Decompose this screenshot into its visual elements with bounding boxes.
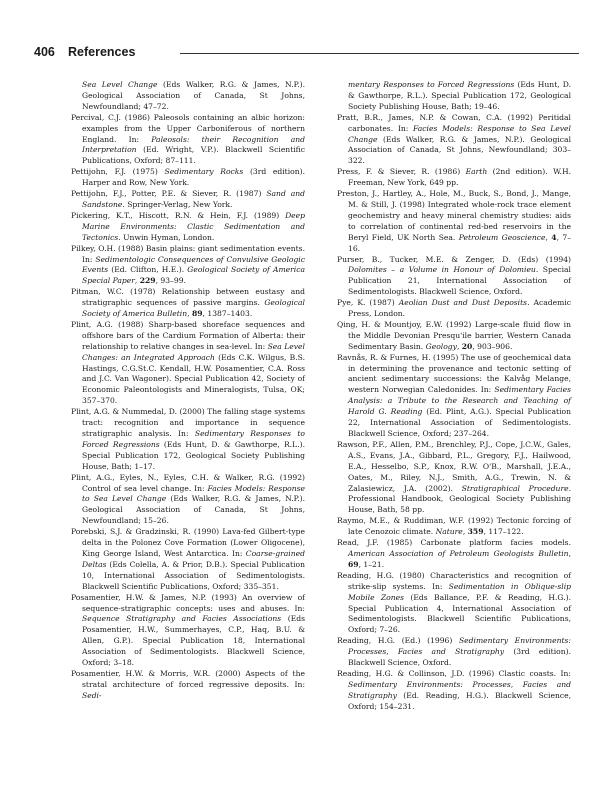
reference-entry: Press, F. & Siever, R. (1986) Earth (2nd edition). W.H. Freeman, New York, 649 pp.: [337, 167, 571, 188]
reference-entry: Pye, K. (1987) Aeolian Dust and Dust Deposits. Academic Press, London.: [337, 298, 571, 319]
reference-entry: Pettijohn, F.J., Potter, P.E. & Siever, R. (1987) Sand and Sandstone. Springer-Verlag, New York.: [71, 189, 305, 209]
reference-entry: Pettijohn, F.J. (1975) Sedimentary Rocks (3rd edition). Harper and Row, New York.: [71, 167, 306, 188]
reference-entry: Qing, H. & Mountjoy, E.W. (1992) Large-scale fluid flow in the Middle Devonian Presqu'ile barrier, Western Canada Sedimentary Basin. Geology, 20, 903–906.: [337, 319, 571, 351]
reference-entry: Raymo, M.E., & Ruddiman, W.F. (1992) Tectonic forcing of late Cenozoic climate. Nature, 359, 117–122.: [337, 516, 571, 537]
reference-entry: Plint, A.G., Eyles, N., Eyles, C.H. & Walker, R.G. (1992) Control of sea level change. In: Facies Models: Response to Sea Level Change (Eds Walker, R.G. & James, N.P.). Geological Association of Canada, St Johns, Newfoundland; 15–26.: [71, 472, 306, 526]
right-column: [337, 80, 571, 713]
reference-entry: Reading, H.G. (1980) Characteristics and recognition of strike-slip systems. In: Sedimentation in Oblique-slip Mobile Zones (Eds Ballance, P.F. & Reading, H.G.). Special Publication 4, International Association of Sedimentologists. Blackwell Scientific Publications, Oxford; 7–26.: [337, 570, 571, 635]
reference-continuation: mentary Responses to Forced Regressions (Eds Hunt, D. & Gawthorpe, R.L.). Special Publication 172, Geological Society Publishing House, Bath; 19–46.: [348, 80, 572, 111]
reference-entry: Purser, B., Tucker, M.E. & Zenger, D. (Eds) (1994) Dolomites – a Volume in Honour of Dolomieu. Special Publication 21, International Association of Sedimentologists. Blackwell Science, Oxford.: [337, 254, 571, 297]
reference-entry: Pratt, B.R., James, N.P. & Cowan, C.A. (1992) Peritidal carbonates. In: Facies Models: Response to Sea Level Change (Eds Walker, R.G. & James, N.P.). Geological Association of Canada, St Johns, Newfoundland; 303–322.: [337, 112, 571, 166]
reference-entry: Posamentier, H.W. & Morris, W.R. (2000) Aspects of the stratal architecture of forced regressive deposits. In: Sedi-: [71, 668, 305, 700]
reference-entry: Rawson, P.F., Allen, P.M., Brenchley, P.J., Cope, J.C.W., Gales, A.S., Evans, J.A., Gibbard, P.L., Gregory, F.J., Hailwood, E.A., Hesselbo, S.P., Knox, R.W. O'B., Marshall, J.E.A., Oates, M., Riley, N.J., Smith, A.G., Trewin, N. & Zalasiewicz, J.A. (2002). Stratigraphical Procedure. Professional Handbook, Geological Society Publishing House, Bath, 58 pp.: [337, 439, 571, 515]
header-rule: [180, 53, 579, 54]
reference-entry: Pickering, K.T., Hiscott, R.N. & Hein, F.J. (1989) Deep Marine Environments: Clastic Sedimentation and Tectonics. Unwin Hyman, London.: [71, 210, 305, 242]
reference-entry: Read, J.F. (1985) Carbonate platform facies models. American Association of Petroleum Geologists Bulletin, 69, 1–21.: [337, 538, 571, 569]
reference-entry: Ravnås, R. & Furnes, H. (1995) The use of geochemical data in determining the provenance and tectonic setting of ancient sedimentary successions: the Kalvåg Melange, western Norwegian Caledonides. In: Sedimentary Facies Analysis: a Tribute to the Research and Teaching of Harold G. Reading (Ed. Plint, A.G.). Special Publication 22, International Association of Sedimentologists. Blackwell Science, Oxford; 237–264.: [337, 352, 571, 438]
left-column: [71, 80, 305, 702]
reference-entry: Posamentier, H.W. & James, N.P. (1993) An overview of sequence-stratigraphic concepts: uses and abuses. In: Sequence Stratigraphy and Facies Associations (Eds Posamentier, H.W., Summerhayes, C.P., Haq, B.U. & Allen, G.P.). Special Publication 18, International Association of Sedimentologists. Blackwell Science, Oxford; 3–18.: [71, 592, 305, 668]
reference-entry: Percival, C.J. (1986) Paleosols containing an albic horizon: examples from the Upper Carboniferous of northern England. In: Paleosols: their Recognition and Interpretation (Ed. Wright, V.P.). Blackwell Scientific Publications, Oxford; 87–111.: [71, 112, 305, 166]
reference-entry: Reading, H.G. (Ed.) (1996) Sedimentary Environments: Processes, Facies and Stratigraphy (3rd edition). Blackwell Science, Oxford.: [337, 636, 571, 668]
reference-entry: Pitman, W.C. (1978) Relationship between eustasy and stratigraphic sequences of passive margins. Geological Society of America Bulletin, 89, 1387–1403.: [71, 287, 305, 319]
reference-entry: Preston, J., Hartley, A., Hole, M., Buck, S., Bond, J., Mange, M. & Still, J. (1998) Integrated whole-rock trace element geochemistry and heavy mineral chemistry studies: aids to correlation of continental red-bed reservoirs in the Beryl Field, UK North Sea. Petroleum Geoscience, 4, 7–16.: [337, 189, 571, 253]
reference-entry: Pilkey, O.H. (1988) Basin plains: giant sedimentation events. In: Sedimentologic Consequences of Convulsive Geologic Events (Ed. Clifton, H.E.). Geological Society of America Special Paper, 229, 93–99.: [71, 243, 305, 286]
reference-entry: Plint, A.G. (1988) Sharp-based shoreface sequences and offshore bars of the Cardium Formation of Alberta: their relationship to relative changes in sea-level. In: Sea Level Changes: an Integrated Approach (Eds C.K. Wilgus, B.S. Hastings, C.G.St.C. Kendall, H.W. Posamentier, C.A. Ross and J.C. Van Wagoner). Special Publication 42, Society of Economic Paleontologists and Mineralogists, Tulsa, OK; 357–370.: [71, 319, 305, 406]
running-header: [34, 43, 579, 65]
page-number: 406: [34, 45, 55, 59]
section-title: References: [68, 45, 136, 59]
reference-entry: Reading, H.G. & Collinson, J.D. (1996) Clastic coasts. In: Sedimentary Environments: Processes, Facies and Stratigraphy (Ed. Reading, H.G.). Blackwell Science, Oxford; 154–231.: [337, 668, 571, 711]
reference-entry: Porebski, S.J. & Gradzinski, R. (1990) Lava-fed Gilbert-type delta in the Polonez Cove Formation (Lower Oligocene), King George Island, West Antarctica. In: Coarse-grained Deltas (Eds Colella, A. & Prior, D.B.). Special Publication 10, International Association of Sedimentologists. Blackwell Scientific Publications, Oxford; 335–351.: [71, 527, 305, 591]
reference-continuation: Sea Level Change (Eds Walker, R.G. & James, N.P.). Geological Association of Canada, St Johns, Newfoundland; 47–72.: [82, 80, 305, 111]
reference-entry: Plint, A.G. & Nummedal, D. (2000) The falling stage systems tract: recognition and importance in sequence stratigraphic analysis. In: Sedimentary Responses to Forced Regressions (Eds Hunt, D. & Gawthorpe, R.L.). Special Publication 172, Geological Society Publishing House, Bath; 1–17.: [71, 407, 306, 471]
